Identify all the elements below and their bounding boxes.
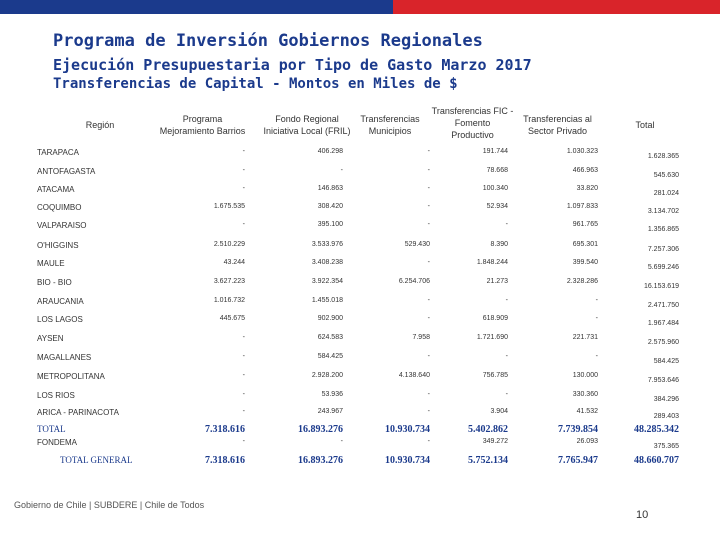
page-subtitle-units: Transferencias de Capital - Montos en Miles de $	[53, 76, 458, 92]
cell-mejoramiento: 2.510.229	[213, 241, 245, 248]
cell-total: 7.953.646	[647, 377, 679, 384]
cell-mejoramiento: 3.627.223	[213, 278, 245, 285]
cell-fril: -	[340, 438, 343, 445]
cell-total: 545.630	[653, 172, 679, 179]
cell-municipios: 10.930.734	[385, 424, 430, 435]
cell-privado: 221.731	[572, 334, 598, 341]
cell-municipios: -	[427, 438, 430, 445]
cell-privado: 7.739.854	[558, 424, 598, 435]
row-label: O'HIGGINS	[37, 241, 79, 250]
header-mejoramiento: Programa Mejoramiento Barrios	[159, 114, 246, 136]
cell-fril: 16.893.276	[298, 455, 343, 466]
row-label: LOS RIOS	[37, 391, 75, 400]
cell-fril: -	[340, 167, 343, 174]
cell-fril: 406.298	[317, 148, 343, 155]
cell-fril: 584.425	[317, 353, 343, 360]
cell-fril: 1.455.018	[311, 297, 343, 304]
cell-total: 2.471.750	[647, 302, 679, 309]
cell-total: 289.403	[653, 413, 679, 420]
cell-mejoramiento: 7.318.616	[205, 424, 245, 435]
cell-municipios: 4.138.640	[398, 372, 430, 379]
cell-mejoramiento: 1.016.732	[213, 297, 245, 304]
cell-fic: 1.721.690	[476, 334, 508, 341]
cell-fic: -	[505, 297, 508, 304]
cell-municipios: 7.958	[412, 334, 430, 341]
cell-municipios: -	[427, 148, 430, 155]
cell-total: 3.134.702	[647, 208, 679, 215]
cell-fic: 78.668	[486, 167, 508, 174]
cell-fic: 100.340	[482, 185, 508, 192]
cell-mejoramiento: 445.675	[219, 315, 245, 322]
cell-fic: 3.904	[490, 408, 508, 415]
cell-fril: 902.900	[317, 315, 343, 322]
cell-privado: 2.328.286	[566, 278, 598, 285]
cell-fic: 191.744	[482, 148, 508, 155]
header-fic: Transferencias FIC - Fomento Productivo	[431, 106, 514, 140]
cell-fic: 21.273	[486, 278, 508, 285]
cell-municipios: -	[427, 391, 430, 398]
cell-privado: 33.820	[576, 185, 598, 192]
header-fril: Fondo Regional Iniciativa Local (FRIL)	[263, 114, 351, 136]
page-subtitle: Ejecución Presupuestaria por Tipo de Gasto Marzo 2017	[53, 56, 532, 74]
cell-privado: 330.360	[572, 391, 598, 398]
cell-privado: -	[595, 315, 598, 322]
cell-total: 7.257.306	[647, 246, 679, 253]
cell-municipios: -	[427, 259, 430, 266]
row-label: MAULE	[37, 259, 65, 268]
cell-total: 5.699.246	[647, 264, 679, 271]
cell-municipios: 10.930.734	[385, 455, 430, 466]
cell-privado: 41.532	[576, 408, 598, 415]
cell-municipios: -	[427, 353, 430, 360]
cell-privado: 961.765	[572, 221, 598, 228]
cell-fril: 53.936	[321, 391, 343, 398]
row-label: ATACAMA	[37, 185, 75, 194]
cell-fic: 8.390	[490, 241, 508, 248]
header-municipios: Transferencias Municipios	[360, 114, 420, 136]
flag-bar	[0, 0, 720, 14]
cell-fic: 618.909	[482, 315, 508, 322]
cell-fic: -	[505, 353, 508, 360]
cell-privado: 399.540	[572, 259, 598, 266]
row-label: AYSEN	[37, 334, 64, 343]
cell-municipios: 6.254.706	[398, 278, 430, 285]
cell-privado: 466.963	[572, 167, 598, 174]
cell-fril: 146.863	[317, 185, 343, 192]
cell-privado: 1.097.833	[566, 203, 598, 210]
row-label: FONDEMA	[37, 438, 77, 447]
cell-municipios: -	[427, 221, 430, 228]
cell-mejoramiento: -	[242, 334, 245, 341]
header-total: Total	[635, 120, 655, 130]
cell-total: 281.024	[653, 190, 679, 197]
cell-fril: 395.100	[317, 221, 343, 228]
cell-total: 48.285.342	[634, 424, 679, 435]
cell-municipios: -	[427, 297, 430, 304]
cell-mejoramiento: -	[242, 438, 245, 445]
cell-privado: 130.000	[572, 372, 598, 379]
cell-municipios: -	[427, 167, 430, 174]
cell-fic: 756.785	[482, 372, 508, 379]
row-label: TARAPACA	[37, 148, 79, 157]
cell-mejoramiento: -	[242, 185, 245, 192]
row-label: LOS LAGOS	[37, 315, 83, 324]
cell-mejoramiento: -	[242, 167, 245, 174]
cell-fic: -	[505, 391, 508, 398]
cell-total: 1.356.865	[647, 226, 679, 233]
cell-mejoramiento: -	[242, 372, 245, 379]
cell-mejoramiento: 1.675.535	[213, 203, 245, 210]
cell-privado: 1.030.323	[566, 148, 598, 155]
row-label: MAGALLANES	[37, 353, 92, 362]
cell-mejoramiento: -	[242, 148, 245, 155]
page-title: Programa de Inversión Gobiernos Regionales	[53, 31, 483, 51]
cell-municipios: -	[427, 408, 430, 415]
cell-total: 2.575.960	[647, 339, 679, 346]
page-number: 10	[636, 509, 649, 521]
cell-total: 1.967.484	[647, 320, 679, 327]
flag-red-stripe	[393, 0, 720, 14]
cell-fril: 16.893.276	[298, 424, 343, 435]
header-region: Región	[85, 120, 115, 130]
row-label: METROPOLITANA	[37, 372, 105, 381]
cell-fril: 308.420	[317, 203, 343, 210]
cell-mejoramiento: -	[242, 353, 245, 360]
row-label: TOTAL GENERAL	[60, 455, 133, 465]
cell-fic: 5.752.134	[468, 455, 508, 466]
cell-municipios: 529.430	[404, 241, 430, 248]
cell-fril: 243.967	[317, 408, 343, 415]
cell-municipios: -	[427, 315, 430, 322]
row-label: COQUIMBO	[37, 203, 82, 212]
cell-privado: 26.093	[576, 438, 598, 445]
cell-fril: 624.583	[317, 334, 343, 341]
cell-municipios: -	[427, 203, 430, 210]
cell-fic: 1.848.244	[476, 259, 508, 266]
cell-total: 16.153.619	[643, 283, 679, 290]
cell-fril: 3.408.238	[311, 259, 343, 266]
cell-fic: 349.272	[482, 438, 508, 445]
row-label: ARICA - PARINACOTA	[37, 408, 119, 417]
cell-municipios: -	[427, 185, 430, 192]
cell-total: 48.660.707	[634, 455, 679, 466]
cell-privado: -	[595, 297, 598, 304]
cell-total: 584.425	[653, 358, 679, 365]
cell-total: 375.365	[653, 443, 679, 450]
row-label: TOTAL	[37, 424, 66, 434]
cell-total: 384.296	[653, 396, 679, 403]
cell-privado: -	[595, 353, 598, 360]
cell-privado: 695.301	[572, 241, 598, 248]
row-label: VALPARAISO	[37, 221, 87, 230]
cell-mejoramiento: 7.318.616	[205, 455, 245, 466]
flag-blue-stripe	[0, 0, 393, 14]
cell-mejoramiento: -	[242, 221, 245, 228]
cell-mejoramiento: -	[242, 408, 245, 415]
cell-fic: 5.402.862	[468, 424, 508, 435]
row-label: BIO - BIO	[37, 278, 72, 287]
cell-mejoramiento: -	[242, 391, 245, 398]
cell-fic: -	[505, 221, 508, 228]
row-label: ANTOFAGASTA	[37, 167, 96, 176]
cell-total: 1.628.365	[647, 153, 679, 160]
header-privado: Transferencias al Sector Privado	[523, 114, 592, 136]
cell-privado: 7.765.947	[558, 455, 598, 466]
cell-fril: 3.922.354	[311, 278, 343, 285]
footer-text: Gobierno de Chile | SUBDERE | Chile de Todos	[14, 500, 205, 510]
cell-fril: 3.533.976	[311, 241, 343, 248]
row-label: ARAUCANIA	[37, 297, 84, 306]
cell-fril: 2.928.200	[311, 372, 343, 379]
cell-fic: 52.934	[486, 203, 508, 210]
cell-mejoramiento: 43.244	[223, 259, 245, 266]
